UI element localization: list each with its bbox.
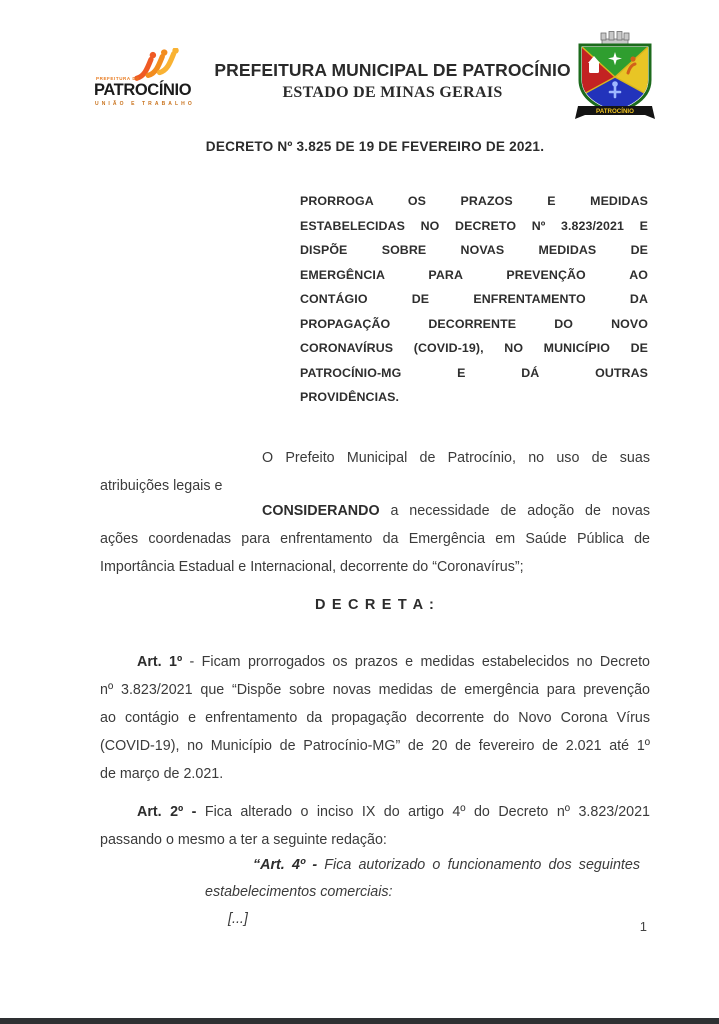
logo-city-name: PATROCÍNIO [94, 80, 192, 100]
considerando-text: a necessidade de adoção de novas [379, 503, 650, 519]
quoted-article-line: estabelecimentos comerciais: [205, 884, 393, 900]
quoted-article-text: Fica autorizado o funcionamento dos seguintes [317, 857, 640, 873]
article-2-label: Art. 2º - [137, 804, 197, 820]
preamble-line: O Prefeito Municipal de Patrocínio, no uso de suas [262, 450, 650, 466]
considerando-line: Importância Estadual e Internacional, decorrente do “Coronavírus”; [100, 559, 524, 575]
header-title: PREFEITURA MUNICIPAL DE PATROCÍNIO [214, 60, 571, 80]
municipal-crest-icon [572, 31, 658, 125]
summary-line: PROPAGAÇÃO DECORRENTE DO NOVO [300, 316, 648, 331]
summary-line: CONTÁGIO DE ENFRENTAMENTO DA [300, 292, 648, 306]
logo-slogan: UNIÃO E TRABALHO [95, 101, 195, 107]
summary-line: PRORROGA OS PRAZOS E MEDIDAS [300, 194, 648, 208]
prefeitura-logo [94, 48, 208, 114]
summary-line: ESTABELECIDAS NO DECRETO Nº 3.823/2021 E [300, 218, 648, 233]
decreta-heading: D E C R E T A : [314, 597, 436, 613]
article-1-line: de março de 2.021. [100, 766, 224, 782]
article-2-paragraph [100, 798, 650, 854]
article-2-text: Fica alterado o inciso IX do artigo 4º do Decreto nº 3.823/2021 [196, 804, 650, 820]
decree-summary [300, 189, 648, 410]
article-1-line: (COVID-19), no Município de Patrocínio-MG” de 20 de fevereiro de 2.021 até 1º [100, 738, 650, 754]
summary-line: CORONAVÍRUS (COVID-19), NO MUNICÍPIO DE [300, 341, 648, 355]
article-1-line: ao contágio e enfrentamento da propagação decorrente do Novo Corona Vírus [100, 710, 650, 726]
summary-line: PROVIDÊNCIAS. [300, 390, 400, 404]
article-1-paragraph [100, 648, 650, 788]
quoted-article-label: “Art. 4º - [253, 857, 318, 873]
article-1-text: - Ficam prorrogados os prazos e medidas estabelecidos no Decreto [182, 654, 650, 670]
article-2-line [100, 798, 650, 826]
quoted-article-line [205, 852, 640, 879]
article-1-line [100, 648, 650, 676]
header-subtitle: ESTADO DE MINAS GERAIS [282, 84, 503, 101]
summary-line: DISPÕE SOBRE NOVAS MEDIDAS DE [300, 243, 648, 257]
considerando-label: CONSIDERANDO [262, 503, 380, 519]
logo-top-label: PREFEITURA DE [96, 76, 140, 81]
running-figures-icon [132, 48, 204, 82]
screen-bottom-bar [0, 1018, 719, 1024]
considerando-line [100, 497, 650, 525]
page-number: 1 [639, 919, 647, 934]
article-2-line: passando o mesmo a ter a seguinte redação: [100, 832, 387, 848]
article-1-label: Art. 1º [137, 654, 183, 670]
summary-line: EMERGÊNCIA PARA PREVENÇÃO AO [300, 267, 648, 282]
preamble-line: atribuições legais e [100, 478, 223, 494]
decree-title: DECRETO Nº 3.825 DE 19 DE FEVEREIRO DE 2021. [205, 139, 545, 154]
quoted-article-ellipsis: [...] [228, 911, 248, 927]
preamble-paragraph [100, 444, 650, 500]
header-titles [200, 60, 585, 102]
quoted-article-paragraph [205, 852, 640, 933]
summary-line: PATROCÍNIO-MG E DÁ OUTRAS [300, 365, 648, 380]
considerando-paragraph [100, 497, 650, 581]
crest-ribbon-label: PATROCÍNIO [596, 108, 634, 115]
considerando-line: ações coordenadas para enfrentamento da Emergência em Saúde Pública de [100, 531, 650, 547]
article-1-line: nº 3.823/2021 que “Dispõe sobre novas medidas de emergência para prevenção [100, 682, 650, 698]
